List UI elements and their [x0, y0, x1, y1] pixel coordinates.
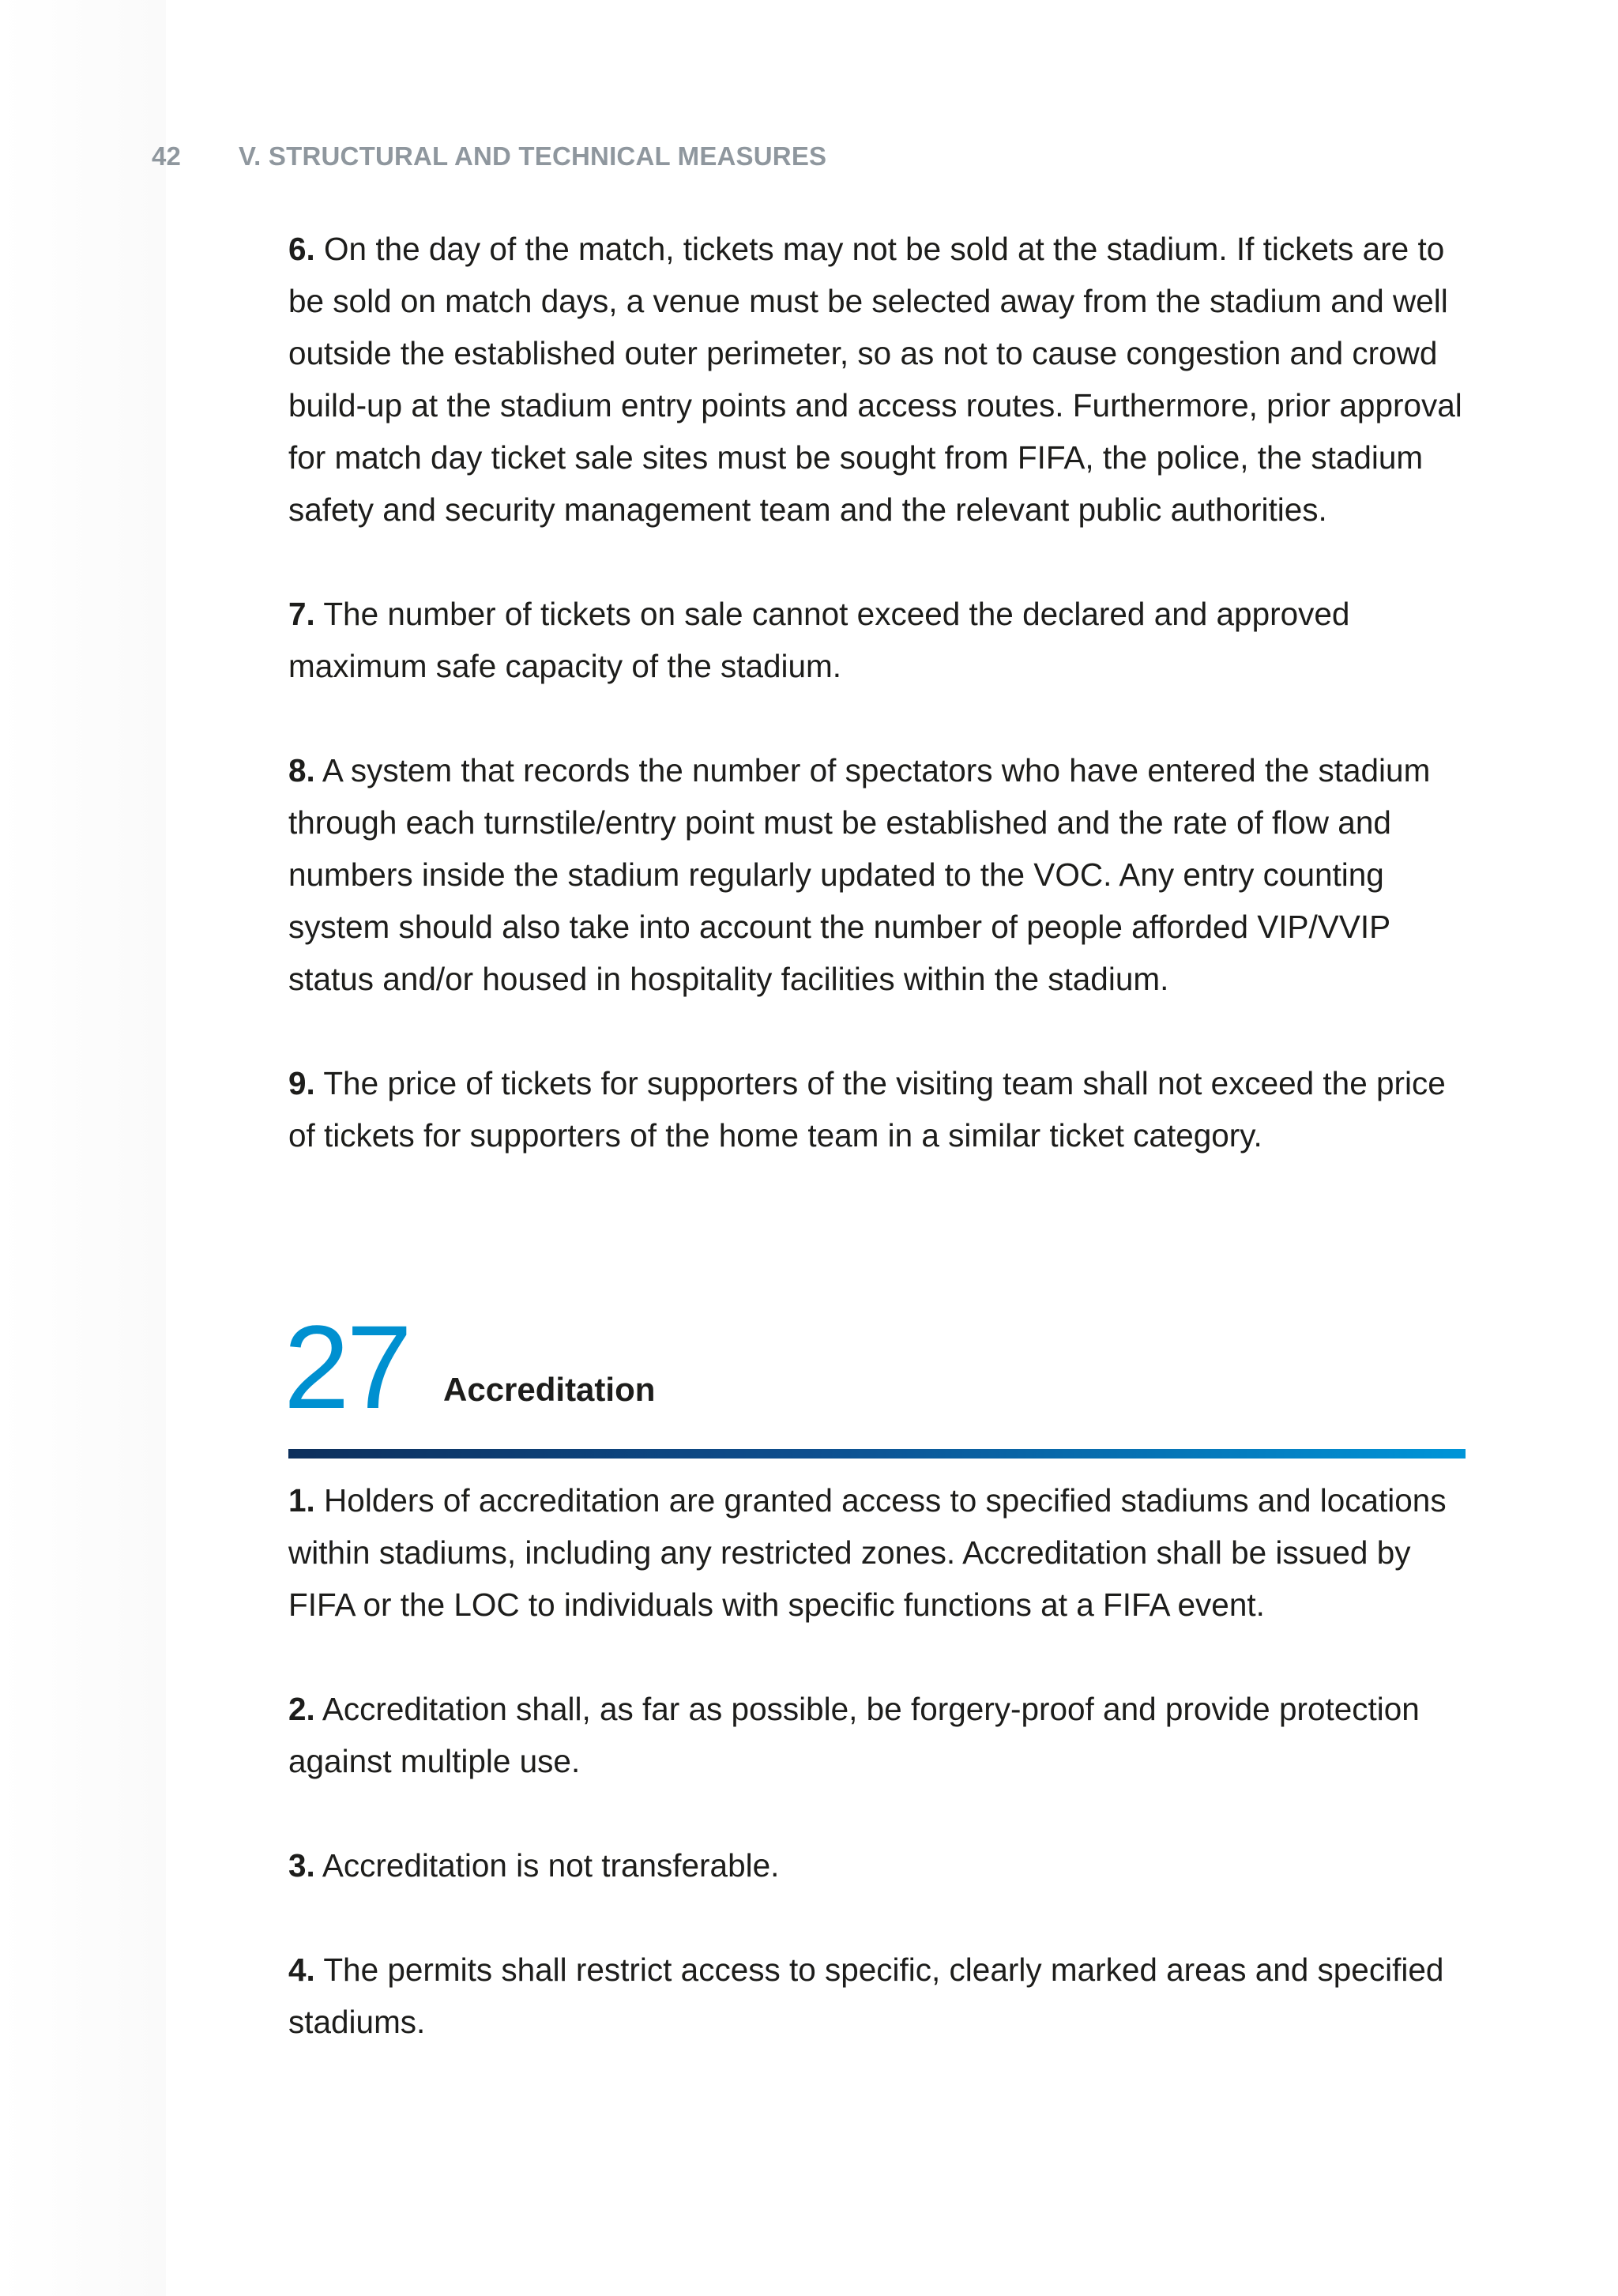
- section-heading: [284, 1300, 1466, 1433]
- paragraph-6: [288, 223, 1473, 536]
- chapter-title: V. STRUCTURAL AND TECHNICAL MEASURES: [239, 141, 827, 171]
- paragraph-number: 3.: [288, 1847, 315, 1884]
- paragraph-number: 1.: [288, 1482, 315, 1519]
- paragraph-number: 6.: [288, 231, 315, 267]
- paragraph-8: [288, 744, 1473, 1005]
- paragraph-text: A system that records the number of spectators who have entered the stadium through each turnstile/entry point must be established and the rate of flow and numbers inside the stadium regularly updated to the VOC. Any entry counting system should also take into account the number of people afforded VIP/VVIP status and/or housed in hospitality facilities within the stadium.: [288, 752, 1431, 997]
- body-text-section: [288, 1474, 1473, 2048]
- section-title: Accreditation: [443, 1371, 656, 1408]
- accreditation-paragraph-2: [288, 1683, 1473, 1787]
- paragraph-number: 2.: [288, 1691, 315, 1727]
- paragraph-9: [288, 1057, 1473, 1161]
- paragraph-text: Accreditation is not transferable.: [322, 1847, 780, 1884]
- paragraph-text: The price of tickets for supporters of the visiting team shall not exceed the price of tickets for supporters of the home team in a similar ticket category.: [288, 1065, 1446, 1154]
- paragraph-number: 7.: [288, 596, 315, 632]
- paragraph-7: [288, 588, 1473, 692]
- section-divider: [288, 1449, 1466, 1459]
- paragraph-text: Accreditation shall, as far as possible, be forgery-proof and provide protection against multiple use.: [288, 1691, 1420, 1779]
- page-margin-shade: [0, 0, 166, 2296]
- accreditation-paragraph-3: [288, 1839, 1473, 1891]
- paragraph-number: 8.: [288, 752, 315, 789]
- section-number: 27: [284, 1300, 409, 1433]
- paragraph-number: 4.: [288, 1952, 315, 1988]
- accreditation-paragraph-4: [288, 1944, 1473, 2048]
- paragraph-text: Holders of accreditation are granted access to specified stadiums and locations within stadiums, including any restricted zones. Accreditation shall be issued by FIFA or the LOC to individuals with specific functions at a FIFA event.: [288, 1482, 1447, 1623]
- body-text-upper: [288, 223, 1473, 1161]
- paragraph-number: 9.: [288, 1065, 315, 1101]
- paragraph-text: The number of tickets on sale cannot exceed the declared and approved maximum safe capacity of the stadium.: [288, 596, 1350, 684]
- page-number: 42: [152, 141, 182, 171]
- paragraph-text: On the day of the match, tickets may not be sold at the stadium. If tickets are to be sold on match days, a venue must be selected away from the stadium and well outside the established outer perimeter, so as not to cause congestion and crowd build-up at the stadium entry points and access routes. Furthermore, prior approval for match day ticket sale sites must be sought from FIFA, the police, the stadium safety and security management team and the relevant public authorities.: [288, 231, 1462, 528]
- running-header: [152, 139, 826, 174]
- paragraph-text: The permits shall restrict access to specific, clearly marked areas and specified stadiums.: [288, 1952, 1444, 2040]
- accreditation-paragraph-1: [288, 1474, 1473, 1631]
